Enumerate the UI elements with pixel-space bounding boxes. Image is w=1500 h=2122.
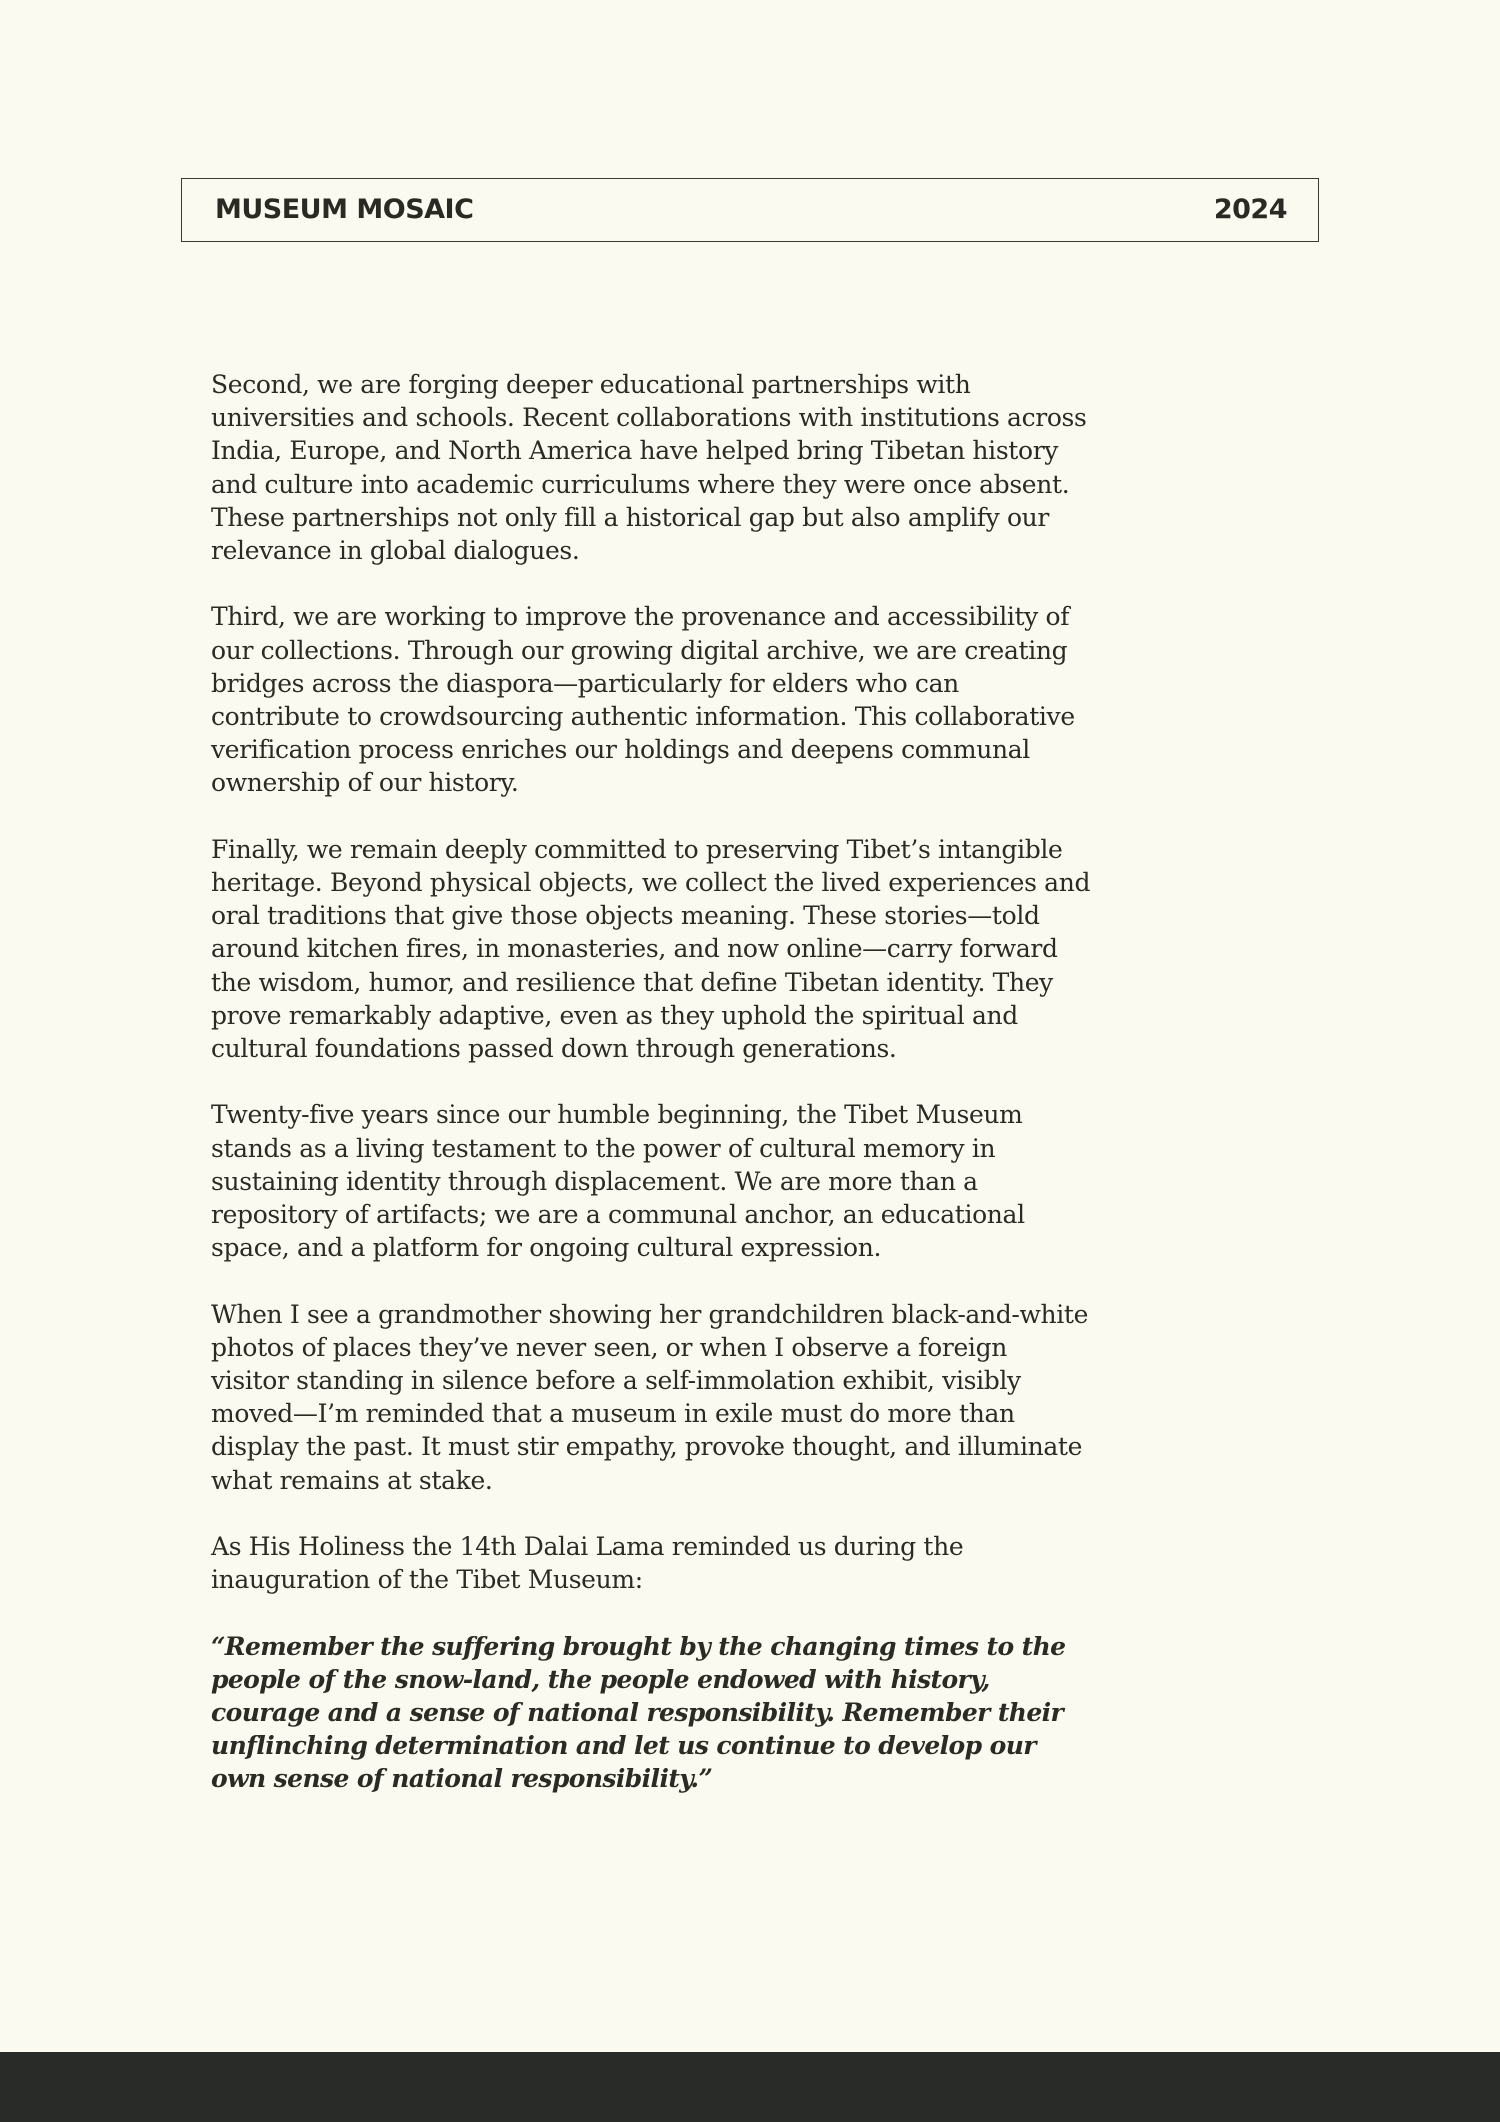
paragraph-dalai-lama-intro: As His Holiness the 14th Dalai Lama reminded us during the inauguration of the Tibet Museum: bbox=[211, 1532, 964, 1595]
publication-title: MUSEUM MOSAIC bbox=[215, 194, 474, 225]
paragraph-grandmother-story: When I see a grandmother showing her grandchildren black-and-white photos of places they’ve never seen, or when I observe a foreign visitor standing in silence before a self-immolation exhibit, visibly moved—I’m reminded that a museum in exile must do more than display the past. It must stir empathy, provoke thought, and illuminate what remains at stake. bbox=[211, 1299, 1089, 1495]
paragraph-intangible-heritage: Finally, we remain deeply committed to preserving Tibet’s intangible heritage. Beyond physical objects, we collect the lived experiences and oral traditions that give those objects meaning. These stories—told around kitchen fires, in monasteries, and now online—carry forward the wisdom, humor, and resilience that define Tibetan identity. They prove remarkably adaptive, even as they uphold the spiritual and cultural foundations passed down through generations. bbox=[211, 834, 1091, 1064]
publication-year: 2024 bbox=[1213, 194, 1287, 225]
article-body bbox=[211, 368, 1091, 1829]
paragraph-twenty-five-years: Twenty-five years since our humble beginning, the Tibet Museum stands as a living testament to the power of cultural memory in sustaining identity through displacement. We are more than a repository of artifacts; we are a communal anchor, an educational space, and a platform for ongoing cultural expression. bbox=[211, 1100, 1025, 1263]
header-banner bbox=[181, 178, 1319, 242]
paragraph-provenance-accessibility: Third, we are working to improve the provenance and accessibility of our collections. Through our growing digital archive, we are creating bridges across the diaspora—particularly for elders who can contribute to crowdsourcing authentic information. This collaborative verification process enriches our holdings and deepens communal ownership of our history. bbox=[211, 602, 1075, 798]
paragraph-educational-partnerships: Second, we are forging deeper educational partnerships with universities and schools. Recent collaborations with institutions across India, Europe, and North America have helped bring Tibetan history and culture into academic curriculums where they were once absent. These partnerships not only fill a historical gap but also amplify our relevance in global dialogues. bbox=[211, 370, 1087, 566]
footer-bar bbox=[0, 2052, 1500, 2122]
dalai-lama-quote: “Remember the suffering brought by the changing times to the people of the snow-land, the people endowed with history, courage and a sense of national responsibility. Remember their unflinching determination and let us continue to develop our own sense of national responsibility.” bbox=[211, 1631, 1066, 1794]
